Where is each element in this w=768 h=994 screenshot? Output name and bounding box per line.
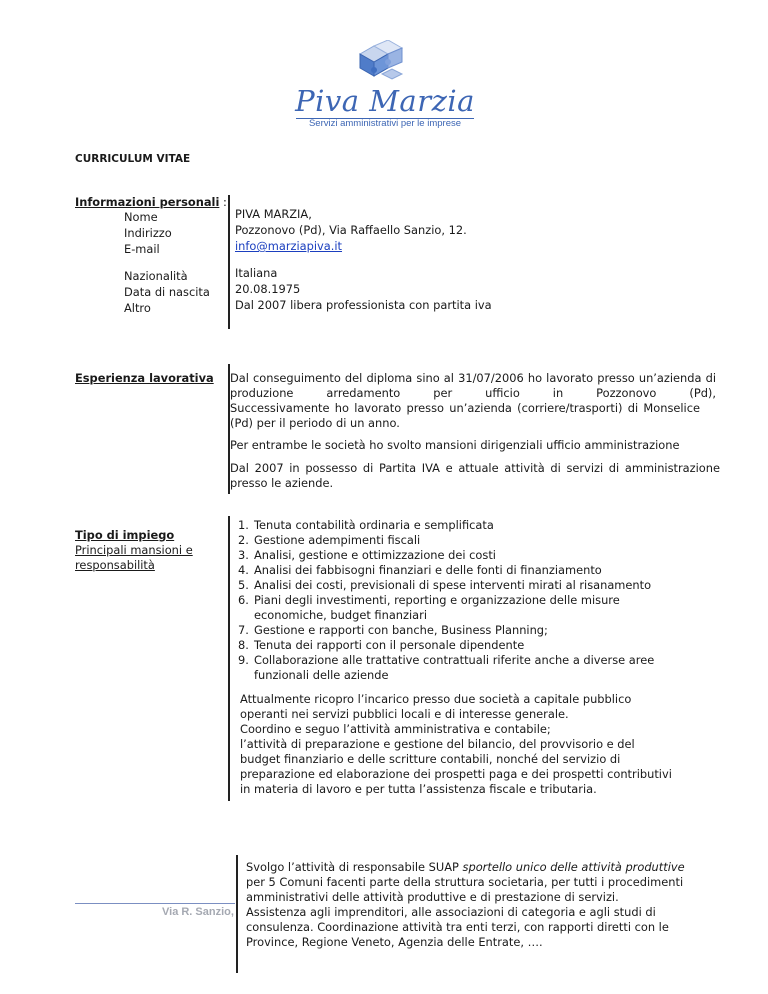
personal-info-heading-text: Informazioni personali [75,195,220,209]
label-nome: Nome [124,210,158,224]
list-item-number: 7. [238,623,249,637]
section-divider [228,516,230,801]
list-item-text: Tenuta dei rapporti con il personale dipendente [254,638,525,652]
list-item-number: 5. [238,578,249,592]
value-nazionalita: Italiana [235,266,278,280]
list-item [238,533,700,548]
label-data-nascita: Data di nascita [124,285,210,299]
current-role-line-3: Coordino e seguo l’attività amministrativa e contabile; [240,722,551,736]
experience-paragraph-1: Dal conseguimento del diploma sino al 31/07/2006 ho lavorato presso un’azienda di produzione arredamento per ufficio in Pozzonovo (Pd), [230,371,716,400]
suap-line-4: Assistenza agli imprenditori, alle associazioni di categoria e agli studi di [246,905,656,919]
task-list [238,518,700,683]
section-divider [228,195,230,329]
experience-heading: Esperienza lavorativa [75,371,214,385]
current-role-line-7: in materia di lavoro e per tutta l’assistenza fiscale e tributaria. [240,782,597,796]
personal-info-heading-colon: : [219,195,227,209]
suap-line-1 [246,860,685,875]
list-item [238,593,644,623]
list-item-text: Analisi dei costi, previsionali di spese interventi mirati al risanamento [254,578,652,592]
suap-emphasis: sportello unico delle attività produttive [462,860,685,874]
label-email: E-mail [124,242,160,256]
experience-paragraph-1b: Successivamente ho lavorato presso un’azienda (corriere/trasporti) di Monselice (Pd) per il periodo di un anno. [230,401,700,430]
label-altro: Altro [124,301,151,315]
personal-info-heading [75,195,227,210]
list-item-number: 8. [238,638,249,652]
label-nazionalita: Nazionalità [124,269,188,283]
experience-paragraph-3: Dal 2007 in possesso di Partita IVA e attuale attività di servizi di amministrazione presso le aziende. [230,461,720,490]
current-role-line-1: Attualmente ricopro l’incarico presso due società a capitale pubblico [240,692,632,706]
list-item-number: 2. [238,533,249,547]
current-role-line-4: l’attività di preparazione e gestione del bilancio, del provvisorio e del [240,737,635,751]
section-divider [236,855,238,973]
list-item [238,638,700,653]
logo-name: Piva Marzia [295,84,475,118]
suap-line-2: per 5 Comuni facenti parte della struttura societaria, per tutti i procedimenti [246,875,684,889]
current-role-line-6: preparazione ed elaborazione dei prospetti paga e dei prospetti contributivi [240,767,672,781]
footer-address: Via R. Sanzio, [162,906,234,918]
value-data-nascita: 20.08.1975 [235,282,301,296]
list-item [238,518,700,533]
list-item-text: Gestione e rapporti con banche, Business Planning; [254,623,548,637]
logo-tagline: Servizi amministrativi per le imprese [308,118,462,129]
employment-subheading: Principali mansioni e responsabilità [75,543,193,572]
list-item-text: Gestione adempimenti fiscali [254,533,421,547]
list-item-number: 9. [238,653,249,667]
experience-paragraph-2: Per entrambe le società ho svolto mansioni dirigenziali ufficio amministrazione [230,438,680,452]
document-title: CURRICULUM VITAE [75,153,191,165]
list-item-text: Piani degli investimenti, reporting e organizzazione delle misure economiche, budget finanziari [254,593,620,622]
list-item-number: 3. [238,548,249,562]
email-link[interactable]: info@marziapiva.it [235,239,343,253]
list-item-text: Analisi dei fabbisogni finanziari e delle fonti di finanziamento [254,563,602,577]
puzzle-icon [352,40,408,90]
label-indirizzo: Indirizzo [124,226,172,240]
list-item-number: 6. [238,593,249,607]
suap-line-1-text: Svolgo l’attività di responsabile SUAP [246,860,463,874]
suap-line-6: Province, Regione Veneto, Agenzia delle Entrate, …. [246,935,543,949]
list-item-text: Collaborazione alle trattative contrattuali riferite anche a diverse aree funzionali delle aziende [254,653,655,682]
value-nome: PIVA MARZIA, [235,207,312,221]
employment-heading: Tipo di impiego [75,528,175,542]
footer-divider [75,903,235,904]
suap-line-3: amministrativi delle attività produttive e di prestazione di servizi. [246,890,619,904]
current-role-line-2: operanti nei servizi pubblici locali e di interesse generale. [240,707,569,721]
list-item [238,563,700,578]
list-item-number: 4. [238,563,249,577]
suap-line-5: consulenza. Coordinazione attività tra enti terzi, con rapporti diretti con le [246,920,669,934]
list-item [238,653,706,683]
list-item [238,623,700,638]
value-indirizzo: Pozzonovo (Pd), Via Raffaello Sanzio, 12. [235,223,467,237]
list-item-text: Tenuta contabilità ordinaria e semplificata [254,518,494,532]
list-item-text: Analisi, gestione e ottimizzazione dei costi [254,548,496,562]
current-role-line-5: budget finanziario e delle scritture contabili, nonché del servizio di [240,752,621,766]
value-altro: Dal 2007 libera professionista con partita iva [235,298,492,312]
list-item-number: 1. [238,518,249,532]
list-item [238,548,700,563]
list-item [238,578,700,593]
